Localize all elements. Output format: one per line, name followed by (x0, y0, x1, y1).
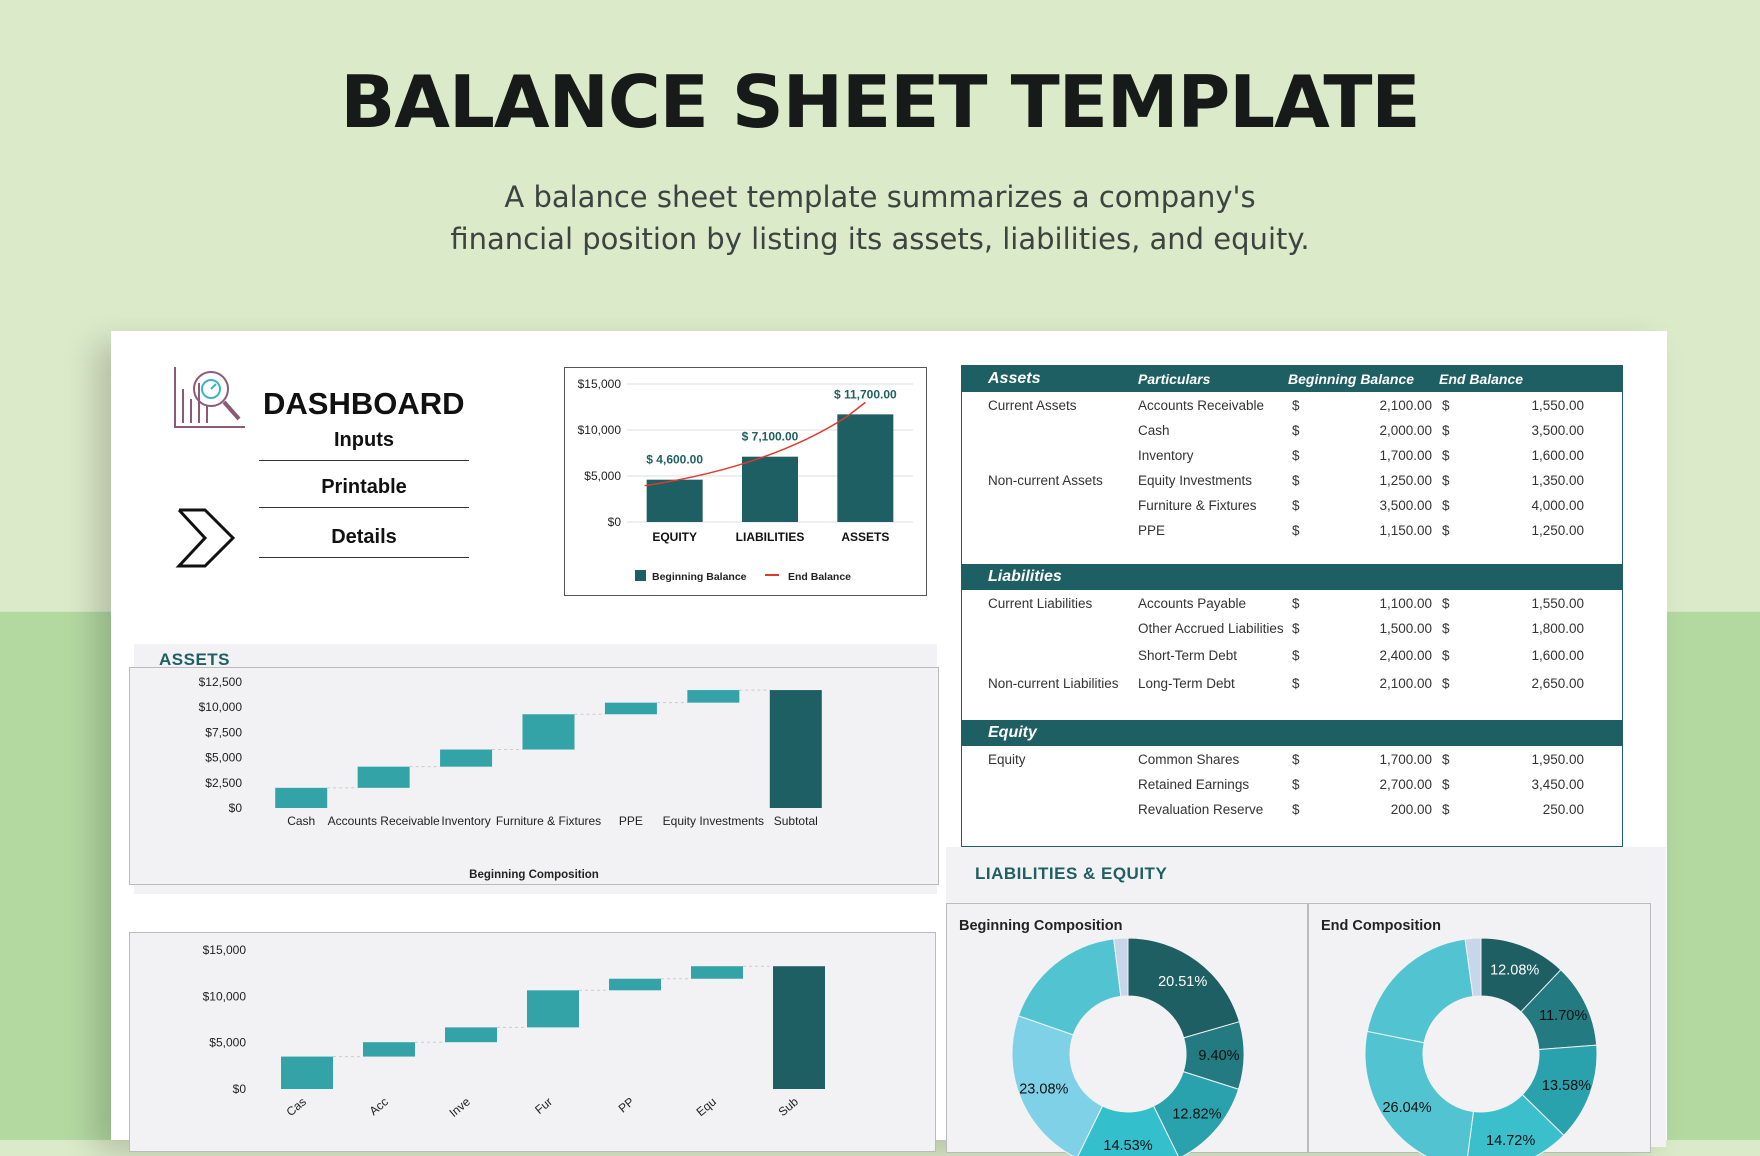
row-item-label: Accounts Receivable (1138, 398, 1265, 413)
beginning-balance-value: 1,100.00 (1379, 596, 1432, 611)
slice-label: 12.08% (1490, 962, 1540, 979)
currency-symbol: $ (1442, 648, 1450, 663)
beginning-balance-value: 1,700.00 (1379, 448, 1432, 463)
currency-symbol: $ (1442, 621, 1450, 636)
currency-symbol: $ (1292, 676, 1300, 691)
row-item-label: Equity Investments (1138, 473, 1253, 488)
end-balance-value: 1,550.00 (1531, 398, 1584, 413)
x-category-label: Equ (693, 1094, 719, 1120)
currency-symbol: $ (1292, 752, 1300, 767)
legend-end-balance: End Balance (788, 571, 852, 583)
slice-label: 20.51% (1158, 974, 1208, 991)
slice-label: 9.40% (1198, 1048, 1240, 1065)
end-waterfall-chart (129, 932, 936, 1152)
x-category-label: PPE (618, 814, 643, 828)
page-subtitle (0, 176, 1760, 260)
currency-symbol: $ (1292, 648, 1300, 663)
currency-symbol: $ (1442, 676, 1450, 691)
donut-slice (1018, 939, 1120, 1035)
slice-label: 14.53% (1103, 1138, 1153, 1154)
waterfall-bar (527, 990, 579, 1027)
currency-symbol: $ (1442, 596, 1450, 611)
currency-symbol: $ (1442, 423, 1450, 438)
slice-label: 23.08% (1019, 1081, 1069, 1098)
row-item-label: PPE (1138, 523, 1166, 538)
row-group-label: Equity (988, 752, 1026, 767)
slice-label: 12.82% (1172, 1106, 1222, 1123)
currency-symbol: $ (1292, 398, 1300, 413)
x-category-label: Acc (366, 1094, 391, 1119)
x-category-label: Fur (532, 1094, 555, 1117)
section-header-equity (962, 720, 1622, 746)
x-category-label: Furniture & Fixtures (495, 814, 602, 828)
currency-symbol: $ (1442, 523, 1450, 538)
currency-symbol: $ (1442, 777, 1450, 792)
column-header: Particulars (1138, 371, 1211, 387)
y-tick-label: $10,000 (577, 423, 621, 437)
row-group-label: Non-current Liabilities (988, 676, 1119, 691)
x-category-label: Inve (446, 1094, 473, 1120)
currency-symbol: $ (1442, 802, 1450, 817)
currency-symbol: $ (1292, 498, 1300, 513)
y-tick-label: $7,500 (205, 725, 242, 740)
waterfall-bar (275, 788, 327, 808)
bar (837, 414, 893, 522)
waterfall-bar (609, 979, 661, 991)
end-balance-value: 2,650.00 (1531, 676, 1584, 691)
donut-2-svg (1309, 904, 1650, 1152)
section-title: Liabilities (988, 568, 1062, 585)
end-balance-value: 1,250.00 (1531, 523, 1584, 538)
waterfall-2-svg (130, 933, 935, 1151)
end-balance-value: 4,000.00 (1531, 498, 1584, 513)
beginning-donut-chart (946, 903, 1308, 1153)
beginning-balance-value: 2,700.00 (1379, 777, 1432, 792)
currency-symbol: $ (1292, 802, 1300, 817)
end-balance-value: 1,800.00 (1531, 621, 1584, 636)
page-title: BALANCE SHEET TEMPLATE (340, 60, 1420, 144)
subtitle-line-1: A balance sheet template summarizes a company's (504, 180, 1256, 214)
y-tick-label: $5,000 (209, 1035, 246, 1050)
data-label: $ 4,600.00 (646, 452, 704, 467)
row-item-label: Common Shares (1138, 752, 1240, 767)
x-category-label: Subtotal (773, 814, 818, 828)
row-item-label: Long-Term Debt (1138, 676, 1235, 691)
nav-inputs[interactable]: Inputs (259, 419, 469, 461)
donut-1-title: Beginning Composition (959, 918, 1123, 934)
legend-swatch-beginning (635, 570, 646, 581)
y-tick-label: $15,000 (202, 943, 246, 957)
x-category-label: Sub (775, 1094, 801, 1120)
waterfall-bar (358, 767, 410, 788)
donut-slice (1367, 939, 1473, 1043)
end-balance-value: 1,950.00 (1531, 752, 1584, 767)
slice-label: 11.70% (1539, 1007, 1588, 1024)
nav-printable[interactable]: Printable (259, 466, 469, 508)
beginning-balance-value: 1,250.00 (1379, 473, 1432, 488)
currency-symbol: $ (1442, 752, 1450, 767)
row-item-label: Retained Earnings (1138, 777, 1250, 792)
x-category-label: Cas (283, 1094, 309, 1120)
x-category-label: Accounts Receivable (327, 814, 440, 828)
currency-symbol: $ (1292, 777, 1300, 792)
y-tick-label: $5,000 (205, 750, 242, 765)
row-item-label: Revaluation Reserve (1138, 802, 1264, 817)
x-category-label: Cash (287, 814, 316, 828)
row-group-label: Current Liabilities (988, 596, 1093, 611)
row-group-label: Current Assets (988, 398, 1077, 413)
donut-1-svg (947, 904, 1307, 1152)
y-tick-label: $2,500 (205, 775, 242, 790)
x-category-label: ASSETS (841, 530, 890, 544)
currency-symbol: $ (1292, 596, 1300, 611)
waterfall-bar (691, 966, 743, 979)
x-category-label: PP (615, 1094, 637, 1116)
beginning-balance-value: 2,100.00 (1379, 398, 1432, 413)
x-category-label: EQUITY (652, 530, 698, 544)
slice-label: 26.04% (1382, 1100, 1432, 1117)
currency-symbol: $ (1442, 448, 1450, 463)
x-category-label: Inventory (441, 814, 491, 828)
liabilities-equity-heading: LIABILITIES & EQUITY (975, 864, 1168, 883)
y-tick-label: $10,000 (202, 989, 246, 1004)
beginning-balance-value: 200.00 (1390, 802, 1432, 817)
row-item-label: Cash (1138, 423, 1170, 438)
currency-symbol: $ (1442, 498, 1450, 513)
end-balance-value: 1,350.00 (1531, 473, 1584, 488)
bar (742, 457, 798, 522)
row-item-label: Furniture & Fixtures (1138, 498, 1257, 513)
summary-bar-chart (564, 367, 927, 596)
y-tick-label: $12,500 (198, 675, 242, 689)
nav-details[interactable]: Details (259, 516, 469, 558)
balance-sheet-table (961, 365, 1623, 847)
waterfall-bar (440, 750, 492, 767)
beginning-balance-value: 3,500.00 (1379, 498, 1432, 513)
beginning-balance-value: 2,400.00 (1379, 648, 1432, 663)
section-header-assets (962, 366, 1622, 392)
slice-label: 13.58% (1541, 1078, 1592, 1095)
dashboard-title: DASHBOARD (263, 386, 465, 421)
subtitle-line-2: financial position by listing its assets, liabilities, and equity. (450, 222, 1310, 256)
summary-chart-svg (565, 368, 926, 595)
row-item-label: Accounts Payable (1138, 596, 1247, 611)
y-tick-label: $0 (228, 801, 242, 815)
donut-slice (1365, 1031, 1473, 1156)
spreadsheet-preview (111, 331, 1667, 1154)
currency-symbol: $ (1292, 448, 1300, 463)
row-item-label: Inventory (1138, 448, 1194, 463)
beginning-balance-value: 1,150.00 (1379, 523, 1432, 538)
waterfall-bar (363, 1042, 415, 1056)
section-header-liabilities (962, 564, 1622, 590)
end-balance-value: 1,550.00 (1531, 596, 1584, 611)
column-header: Beginning Balance (1288, 371, 1415, 387)
currency-symbol: $ (1292, 423, 1300, 438)
beginning-balance-value: 2,000.00 (1379, 423, 1432, 438)
waterfall-bar (445, 1027, 497, 1042)
end-balance-value: 3,500.00 (1531, 423, 1584, 438)
waterfall-bar (281, 1057, 333, 1089)
currency-symbol: $ (1292, 621, 1300, 636)
x-category-label: Equity Investments (662, 814, 765, 828)
chevron-right-icon[interactable] (175, 506, 237, 570)
data-label: $ 11,700.00 (833, 387, 897, 402)
donut-2-title: End Composition (1321, 918, 1442, 934)
beginning-waterfall-chart (129, 667, 939, 885)
analytics-magnifier-icon (171, 365, 247, 431)
waterfall-bar (523, 714, 575, 749)
waterfall-bar (605, 703, 657, 715)
end-balance-value: 1,600.00 (1531, 648, 1584, 663)
section-title: Equity (988, 724, 1037, 741)
section-title: Assets (988, 370, 1041, 387)
end-balance-value: 1,600.00 (1531, 448, 1584, 463)
waterfall-bar (773, 966, 825, 1089)
chart-title: Beginning Composition (469, 869, 599, 881)
row-item-label: Short-Term Debt (1138, 648, 1238, 663)
end-balance-value: 250.00 (1542, 802, 1584, 817)
currency-symbol: $ (1292, 523, 1300, 538)
y-tick-label: $10,000 (198, 700, 242, 715)
y-tick-label: $0 (607, 515, 621, 529)
waterfall-bar (770, 690, 822, 808)
x-category-label: LIABILITIES (735, 530, 805, 544)
beginning-balance-value: 1,500.00 (1379, 621, 1432, 636)
column-header: End Balance (1439, 371, 1524, 387)
y-tick-label: $0 (232, 1082, 246, 1096)
row-group-label: Non-current Assets (988, 473, 1103, 488)
beginning-balance-value: 2,100.00 (1379, 676, 1432, 691)
slice-label: 14.72% (1486, 1133, 1536, 1150)
waterfall-bar (687, 690, 739, 703)
waterfall-1-svg (130, 668, 938, 884)
assets-heading: ASSETS (159, 650, 231, 669)
end-donut-chart (1308, 903, 1651, 1153)
y-tick-label: $15,000 (577, 377, 621, 391)
legend-beginning-balance: Beginning Balance (652, 571, 747, 583)
data-label: $ 7,100.00 (741, 429, 799, 444)
beginning-balance-value: 1,700.00 (1379, 752, 1432, 767)
currency-symbol: $ (1442, 398, 1450, 413)
row-item-label: Other Accrued Liabilities (1138, 621, 1284, 636)
currency-symbol: $ (1442, 473, 1450, 488)
end-balance-value: 3,450.00 (1531, 777, 1584, 792)
bar (647, 480, 703, 522)
currency-symbol: $ (1292, 473, 1300, 488)
y-tick-label: $5,000 (584, 469, 621, 483)
